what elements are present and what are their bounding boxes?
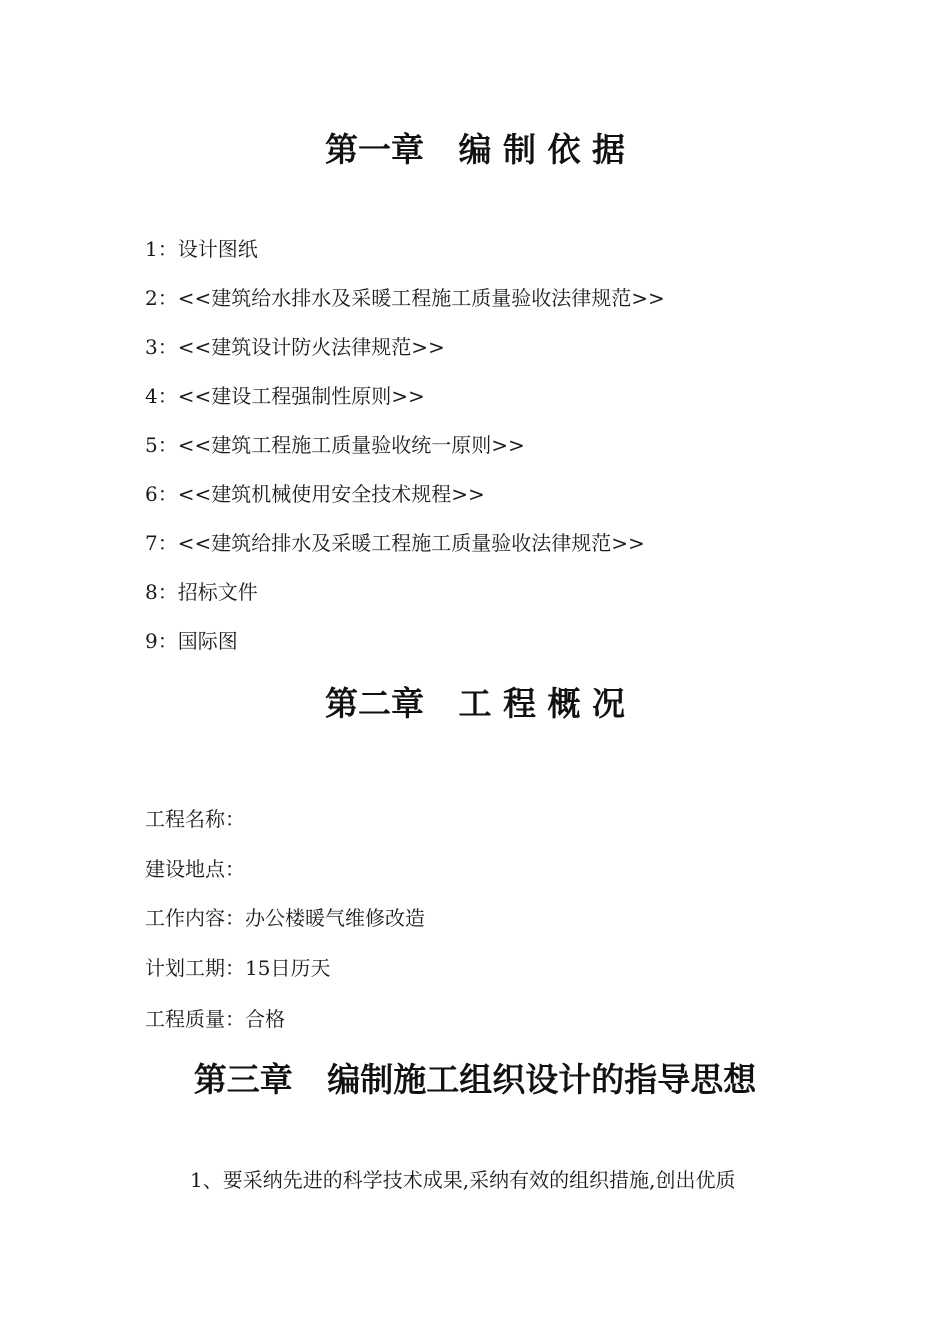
basis-item-3: 3：<<建筑设计防火法律规范>> <box>145 335 445 359</box>
project-quality-field: 工程质量：合格 <box>145 1007 285 1031</box>
basis-item-7: 7：<<建筑给排水及采暖工程施工质量验收法律规范>> <box>145 531 645 555</box>
project-name-field: 工程名称： <box>145 807 245 831</box>
basis-item-6: 6：<<建筑机械使用安全技术规程>> <box>145 482 485 506</box>
work-content-field: 工作内容：办公楼暖气维修改造 <box>145 906 425 930</box>
basis-item-1: 1：设计图纸 <box>145 237 258 261</box>
basis-item-2: 2：<<建筑给水排水及采暖工程施工质量验收法律规范>> <box>145 286 665 310</box>
basis-item-4: 4：<<建设工程强制性原则>> <box>145 384 425 408</box>
basis-item-9: 9：国际图 <box>145 629 238 653</box>
planned-duration-field: 计划工期：15日历天 <box>145 956 331 980</box>
chapter-1-title: 第一章 编 制 依 据 <box>325 130 625 169</box>
basis-item-8: 8：招标文件 <box>145 580 258 604</box>
project-location-field: 建设地点： <box>145 857 245 881</box>
chapter-2-title: 第二章 工 程 概 况 <box>325 684 625 723</box>
basis-item-5: 5：<<建筑工程施工质量验收统一原则>> <box>145 433 525 457</box>
guiding-principle-paragraph: 1、要采纳先进的科学技术成果,采纳有效的组织措施,创出优质 <box>190 1168 736 1192</box>
chapter-3-title: 第三章 编制施工组织设计的指导思想 <box>193 1060 757 1099</box>
